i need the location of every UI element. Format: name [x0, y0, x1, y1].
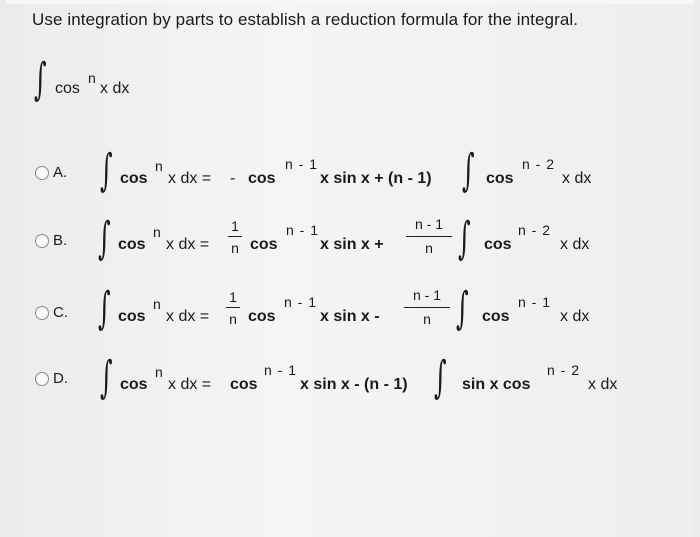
option-letter: D. — [53, 370, 68, 387]
lhs-rest: x dx = — [166, 308, 210, 325]
fraction-1-numerator: 1 — [229, 289, 237, 305]
top-band — [6, 0, 694, 4]
radio-c[interactable] — [35, 306, 49, 320]
power-1: n - 1 — [264, 362, 298, 378]
integral-sign-icon: ∫ — [458, 213, 471, 264]
option-letter: A. — [53, 164, 68, 181]
lhs-rest: x dx = — [168, 170, 212, 187]
lhs-rest: x dx = — [168, 376, 212, 393]
lhs-power: n — [155, 158, 164, 174]
power-2: n - 1 — [518, 294, 552, 310]
integral-sign-icon: ∫ — [462, 145, 475, 196]
cos-2: cos — [482, 308, 510, 325]
integral-power: n — [88, 70, 97, 86]
integral-sign-icon: ∫ — [34, 54, 47, 105]
integral-sign-icon: ∫ — [456, 283, 469, 334]
integral-rest: x dx — [100, 80, 130, 97]
minus-sign: - — [230, 170, 236, 187]
integral-cos: cos — [55, 80, 80, 97]
fraction-2-denominator: n — [425, 240, 433, 256]
radio-b[interactable] — [35, 234, 49, 248]
cos-1: cos — [230, 376, 258, 393]
middle-term: x sin x - (n - 1) — [300, 376, 408, 393]
end-term: x dx — [588, 376, 618, 393]
power-1: n - 1 — [286, 222, 320, 238]
middle-term: x sin x - — [320, 308, 380, 325]
lhs-power: n — [155, 364, 164, 380]
power-2: n - 2 — [518, 222, 552, 238]
option-letter: C. — [53, 304, 68, 321]
lhs-cos: cos — [118, 308, 146, 325]
lhs-power: n — [153, 224, 162, 240]
end-term: x dx — [560, 308, 590, 325]
fraction-1-bar — [226, 307, 240, 308]
cos-1: cos — [248, 308, 276, 325]
cos-2: sin x cos — [462, 376, 531, 393]
cos-2: cos — [484, 236, 512, 253]
lhs-cos: cos — [120, 170, 148, 187]
end-term: x dx — [562, 170, 592, 187]
question-text: Use integration by parts to establish a reduction formula for the integral. — [32, 10, 579, 29]
end-term: x dx — [560, 236, 590, 253]
middle-term: x sin x + — [320, 236, 384, 253]
radio-a[interactable] — [35, 166, 49, 180]
fraction-1-bar — [228, 236, 242, 237]
radio-d[interactable] — [35, 372, 49, 386]
middle-term: x sin x + (n - 1) — [320, 170, 432, 187]
cos-1: cos — [250, 236, 278, 253]
fraction-2-numerator: n - 1 — [412, 287, 441, 303]
option-letter: B. — [53, 232, 68, 249]
fraction-2-numerator: n - 1 — [414, 216, 443, 232]
power-2: n - 2 — [547, 362, 581, 378]
lhs-rest: x dx = — [166, 236, 210, 253]
lhs-cos: cos — [118, 236, 146, 253]
cos-2: cos — [486, 170, 514, 187]
fraction-2-bar — [404, 307, 450, 308]
integral-sign-icon: ∫ — [100, 352, 113, 403]
power-1: n - 1 — [284, 294, 318, 310]
power-1: n - 1 — [285, 156, 319, 172]
lhs-cos: cos — [120, 376, 148, 393]
fraction-1-numerator: 1 — [231, 218, 239, 234]
cos-1: cos — [248, 170, 276, 187]
integral-sign-icon: ∫ — [100, 145, 113, 196]
fraction-2-bar — [406, 236, 452, 237]
fraction-2-denominator: n — [423, 311, 431, 327]
integral-sign-icon: ∫ — [434, 352, 447, 403]
fraction-1-denominator: n — [229, 311, 237, 327]
lhs-power: n — [153, 296, 162, 312]
power-2: n - 2 — [522, 156, 556, 172]
integral-sign-icon: ∫ — [98, 283, 111, 334]
fraction-1-denominator: n — [231, 240, 239, 256]
integral-sign-icon: ∫ — [98, 213, 111, 264]
